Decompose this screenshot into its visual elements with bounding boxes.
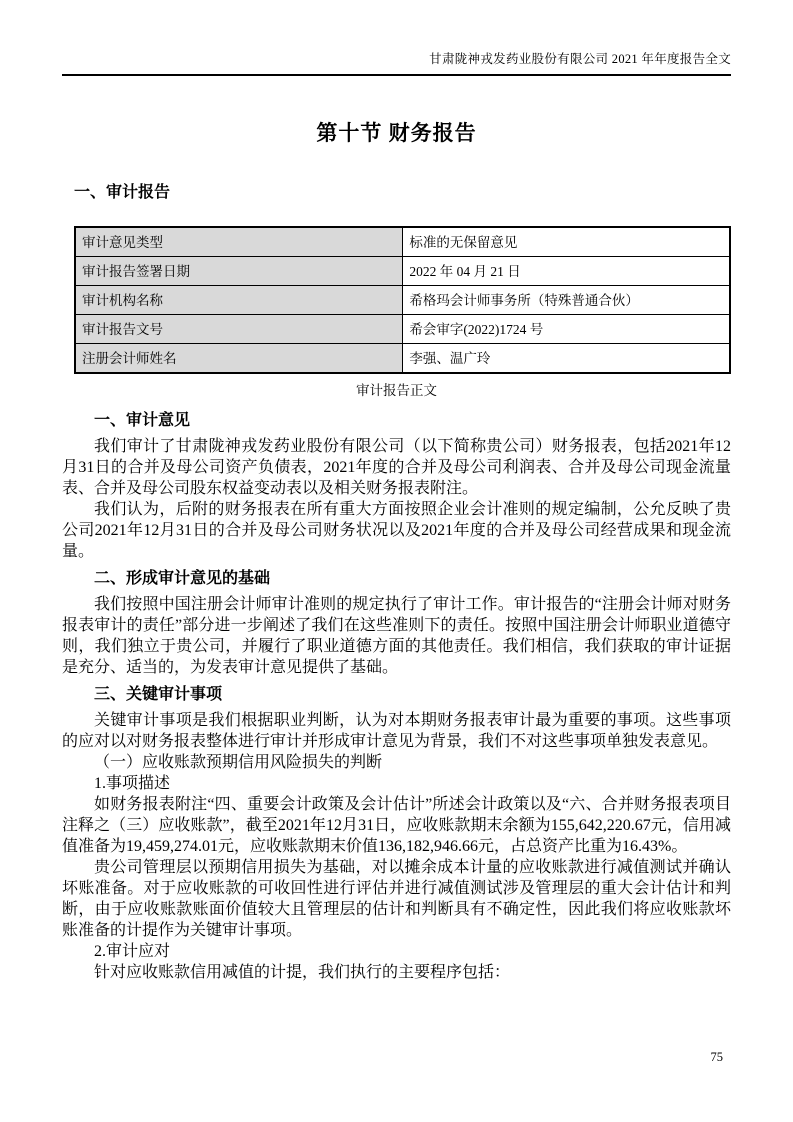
header-title: 甘肃陇神戎发药业股份有限公司 2021 年年度报告全文: [429, 52, 731, 66]
row-value: 2022 年 04 月 21 日: [403, 257, 730, 286]
row-label: 审计报告签署日期: [75, 257, 403, 286]
table-row: [75, 315, 730, 344]
row-label: 审计机构名称: [75, 286, 403, 315]
heading-audit-opinion: 一、审计意见: [94, 412, 191, 429]
paragraph: 我们认为，后附的财务报表在所有重大方面按照企业会计准则的规定编制，公允反映了贵公司2021年12月31日的合并及母公司财务状况以及2021年度的合并及母公司经营成果和现金流量。: [62, 501, 731, 560]
page-number: 75: [710, 1050, 723, 1064]
table-row: [75, 286, 730, 315]
section-title: 第十节 财务报告: [316, 121, 477, 145]
report-body: [62, 410, 731, 983]
subheading-matter-description: 1.事项描述: [94, 775, 171, 792]
row-value: 希会审字(2022)1724 号: [403, 315, 730, 344]
paragraph: 关键审计事项是我们根据职业判断，认为对本期财务报表审计最为重要的事项。这些事项的应对以对财务报表整体进行审计并形成审计意见为背景，我们不对这些事项单独发表意见。: [62, 712, 731, 750]
paragraph: 如财务报表附注“四、重要会计政策及会计估计”所述会计政策以及“六、合并财务报表项目注释之（三）应收账款”，截至2021年12月31日，应收账款期末余额为155,642,220.67元，信用减值准备为19,459,274.01元，应收账款期末价值136,182,946.66元，占总资产比重为16.43%。: [62, 796, 731, 855]
row-label: 审计报告文号: [75, 315, 403, 344]
subheading-receivables-risk: （一）应收账款预期信用风险损失的判断: [94, 754, 383, 771]
row-value: 希格玛会计师事务所（特殊普通合伙）: [403, 286, 730, 315]
table-caption: 审计报告正文: [356, 383, 437, 398]
paragraph: 贵公司管理层以预期信用损失为基础，对以摊余成本计量的应收账款进行减值测试并确认坏账准备。对于应收账款的可收回性进行评估并进行减值测试涉及管理层的重大会计估计和判断，由于应收账款账面价值较大且管理层的估计和判断具有不确定性，因此我们将应收账款坏账准备的计提作为关键审计事项。: [62, 859, 731, 939]
subheading-audit-response: 2.审计应对: [94, 943, 171, 960]
row-label: 注册会计师姓名: [75, 344, 403, 374]
paragraph: 针对应收账款信用减值的计提，我们执行的主要程序包括：: [94, 964, 511, 981]
document-header: [0, 0, 793, 74]
table-row: [75, 344, 730, 374]
row-label: 审计意见类型: [75, 227, 403, 257]
paragraph: 我们审计了甘肃陇神戎发药业股份有限公司（以下简称贵公司）财务报表，包括2021年12月31日的合并及母公司资产负债表，2021年度的合并及母公司利润表、合并及母公司现金流量表、合并及母公司股东权益变动表以及相关财务报表附注。: [62, 438, 731, 497]
audit-summary-table: [74, 226, 731, 374]
row-value: 李强、温广玲: [403, 344, 730, 374]
audit-report-heading: 一、审计报告: [74, 184, 171, 201]
heading-basis-for-opinion: 二、形成审计意见的基础: [94, 570, 271, 587]
header-divider: [62, 74, 731, 76]
table-row: [75, 257, 730, 286]
row-value: 标准的无保留意见: [403, 227, 730, 257]
table-row: [75, 227, 730, 257]
paragraph: 我们按照中国注册会计师审计准则的规定执行了审计工作。审计报告的“注册会计师对财务报表审计的责任”部分进一步阐述了我们在这些准则下的责任。按照中国注册会计师职业道德守则，我们独立于贵公司，并履行了职业道德方面的其他责任。我们相信，我们获取的审计证据是充分、适当的，为发表审计意见提供了基础。: [62, 596, 731, 676]
heading-key-audit-matters: 三、关键审计事项: [94, 686, 223, 703]
